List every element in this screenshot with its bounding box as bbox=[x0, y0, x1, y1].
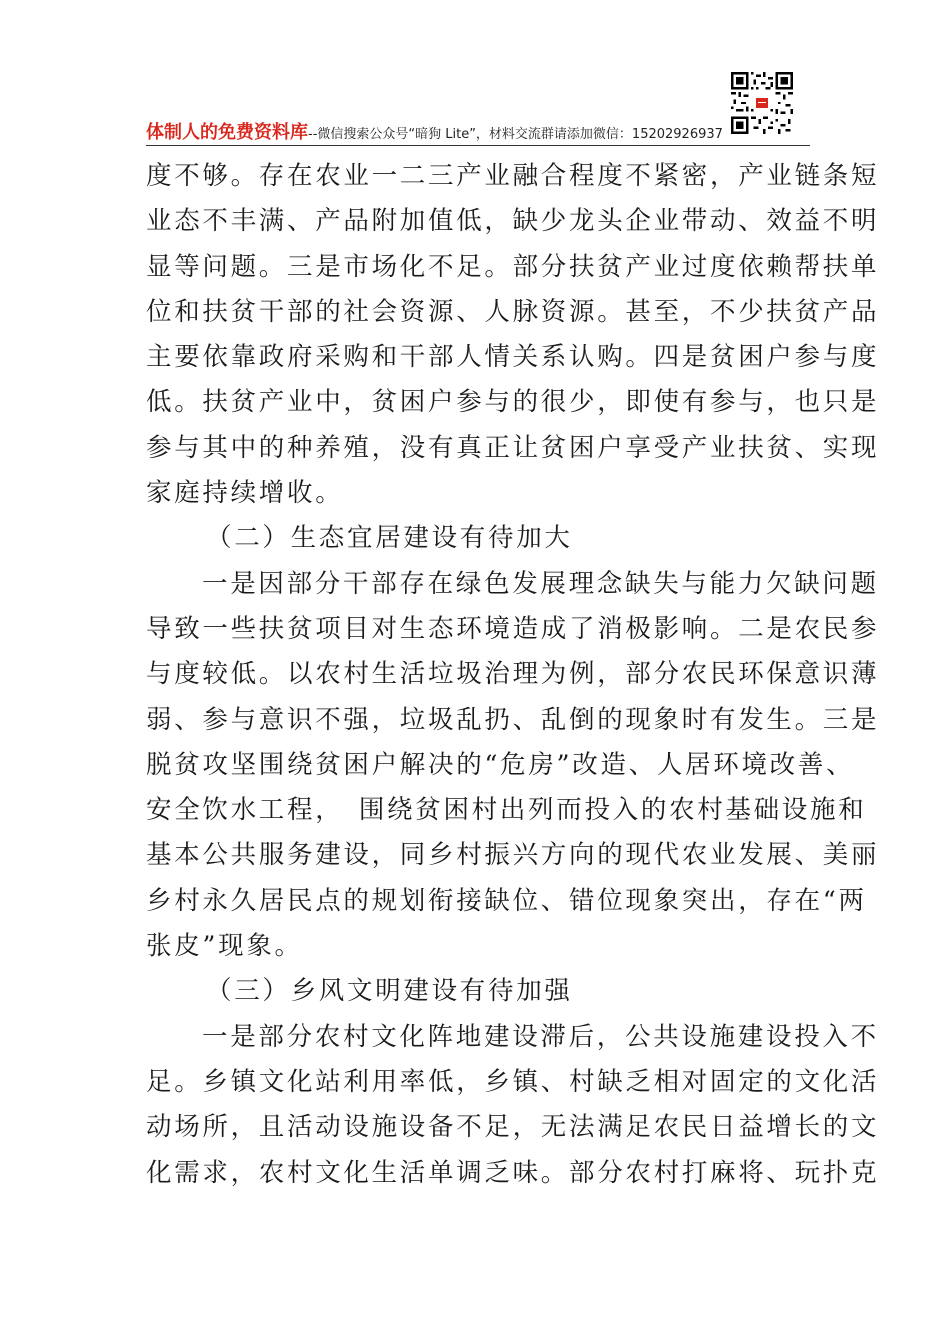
body-line: 低。扶贫产业中，贫困户参与的很少，即使有参与，也只是 bbox=[146, 387, 880, 418]
body-line: 业态不丰满、产品附加值低，缺少龙头企业带动、效益不明 bbox=[146, 206, 880, 237]
body-line: 张皮”现象。 bbox=[146, 931, 303, 962]
body-line: 与度较低。以农村生活垃圾治理为例，部分农民环保意识薄 bbox=[146, 659, 880, 690]
body-line: 度不够。存在农业一二三产业融合程度不紧密，产业链条短 bbox=[146, 161, 880, 191]
body-line: 安全饮水工程， 围绕贫困村出列而投入的农村基础设施和 bbox=[146, 795, 867, 826]
body-line: 化需求，农村文化生活单调乏味。部分农村打麻将、玩扑克 bbox=[146, 1157, 880, 1188]
section-heading-2: （二）生态宜居建设有待加大 bbox=[206, 523, 573, 554]
qr-code-icon bbox=[731, 72, 793, 134]
body-line: 一是因部分干部存在绿色发展理念缺失与能力欠缺问题 bbox=[202, 568, 879, 599]
body-line: 家庭持续增收。 bbox=[146, 478, 344, 509]
header-divider bbox=[146, 145, 810, 146]
body-line: 参与其中的种养殖，没有真正让贫困户享受产业扶贫、实现 bbox=[146, 432, 880, 463]
section-heading-3: （三）乡风文明建设有待加强 bbox=[206, 976, 573, 1007]
body-line: 一是部分农村文化阵地建设滞后，公共设施建设投入不 bbox=[202, 1021, 879, 1052]
body-line: 乡村永久居民点的规划衔接缺位、错位现象突出，存在“两 bbox=[146, 885, 867, 916]
header-tagline: --微信搜索公众号“暗狗 Lite”，材料交流群请添加微信：15202926937 bbox=[308, 127, 723, 142]
body-line: 动场所，且活动设施设备不足，无法满足农民日益增长的文 bbox=[146, 1112, 880, 1143]
brand-title: 体制人的免费资料库 bbox=[146, 122, 308, 143]
body-line: 主要依靠政府采购和干部人情关系认购。四是贫困户参与度 bbox=[146, 342, 880, 373]
document-body bbox=[146, 154, 880, 1196]
body-line: 导致一些扶贫项目对生态环境造成了消极影响。二是农民参 bbox=[146, 613, 880, 644]
body-line: 显等问题。三是市场化不足。部分扶贫产业过度依赖帮扶单 bbox=[146, 251, 880, 282]
body-line: 脱贫攻坚围绕贫困户解决的“危房”改造、人居环境改善、 bbox=[146, 749, 855, 780]
body-line: 足。乡镇文化站利用率低，乡镇、村缺乏相对固定的文化活 bbox=[146, 1066, 880, 1097]
body-line: 基本公共服务建设，同乡村振兴方向的现代农业发展、美丽 bbox=[146, 840, 880, 871]
body-line: 弱、参与意识不强，垃圾乱扔、乱倒的现象时有发生。三是 bbox=[146, 704, 880, 735]
page-header bbox=[146, 118, 810, 144]
body-line: 位和扶贫干部的社会资源、人脉资源。甚至，不少扶贫产品 bbox=[146, 296, 880, 327]
